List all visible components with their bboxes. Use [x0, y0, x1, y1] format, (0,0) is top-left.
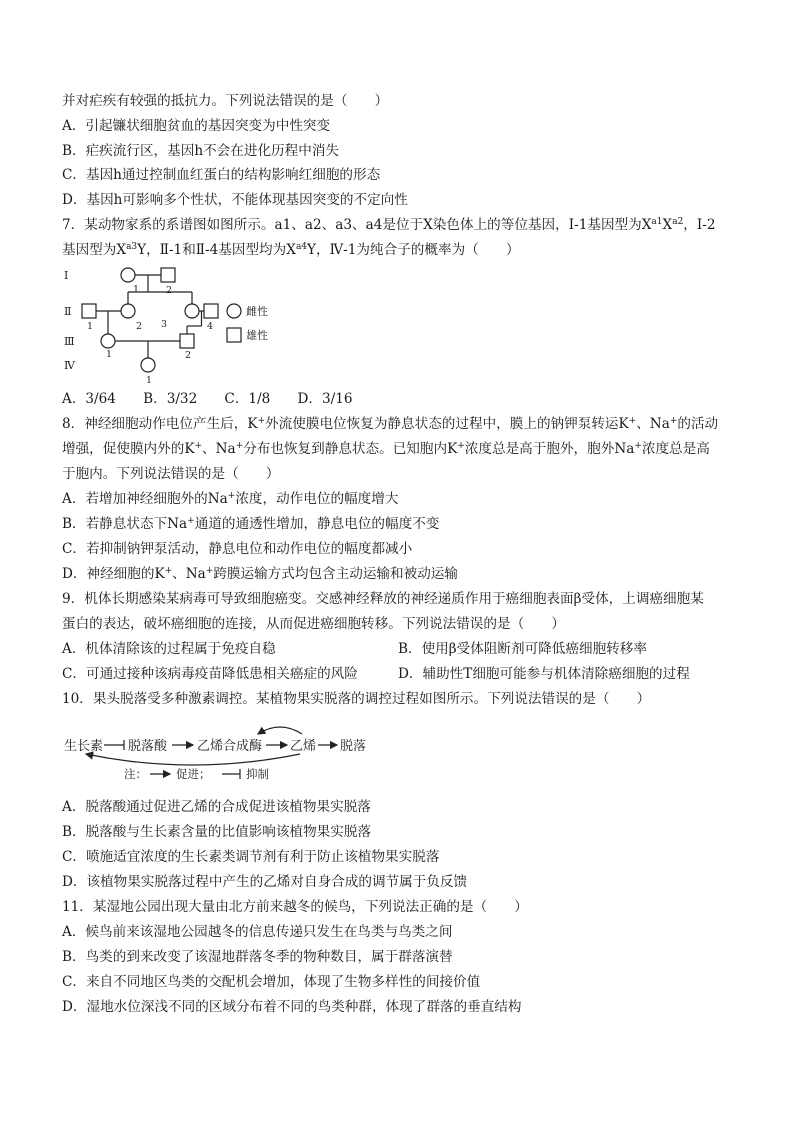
- num-ii3: 3: [161, 319, 168, 330]
- pedigree-diagram: [62, 264, 292, 386]
- num-ii2: 2: [136, 321, 143, 332]
- q8-option-a: A．若增加神经细胞外的Na+浓度，动作电位的幅度增大: [62, 491, 399, 507]
- pedigree-ii1-male: [82, 304, 96, 318]
- pedigree-ii3-female: [185, 304, 199, 318]
- q6-option-a: A．引起镰状细胞贫血的基因突变为中性突变: [62, 118, 331, 134]
- legend-male-icon: [227, 328, 241, 342]
- pedigree-iii1-female: [101, 334, 115, 348]
- num-i2: 2: [166, 285, 173, 296]
- q6-option-d: D．基因h可影响多个性状，不能体现基因突变的不定向性: [62, 192, 408, 208]
- q9-option-d: D．辅助性T细胞可能参与机体清除癌细胞的过程: [398, 666, 690, 682]
- q11-option-a: A．候鸟前来该湿地公园越冬的信息传递只发生在鸟类与鸟类之间: [62, 924, 453, 940]
- gen-label-ii: Ⅱ: [64, 305, 72, 318]
- q11-option-d: D．湿地水位深浅不同的区域分布着不同的鸟类种群，体现了群落的垂直结构: [62, 999, 522, 1015]
- gen-label-iv: Ⅳ: [64, 359, 75, 372]
- pedigree-ii2-female: [121, 304, 135, 318]
- flow-legend-note: 注：: [124, 767, 147, 781]
- hormone-flow-diagram: [62, 716, 382, 786]
- num-iv1: 1: [146, 375, 153, 386]
- q9-option-c: C．可通过接种该病毒疫苗降低患相关癌症的风险: [62, 666, 358, 682]
- q8-option-d: D．神经细胞的K+、Na+跨膜运输方式均包含主动运输和被动运输: [62, 566, 458, 582]
- q7-stem-line2: 基因型为$X^{a3}Y$，Ⅱ-1和Ⅱ-4基因型均为$X^{a4}Y$，Ⅳ-1为纯合子的概率为（ ）: [62, 242, 520, 258]
- flow-node-aba: 脱落酸: [128, 739, 168, 754]
- q10-option-c: C．喷施适宜浓度的生长素类调节剂有利于防止该植物果实脱落: [62, 849, 440, 865]
- q9-stem-line2: 蛋白的表达，破坏癌细胞的连接，从而促进癌细胞转移。下列说法错误的是（ ）: [62, 616, 565, 632]
- q7-stem-line1: 7．某动物家系的系谱图如图所示。a1、a2、a3、a4是位于X染色体上的等位基因，Ⅰ-1基因型为$X^{a1}X^{a2}$，Ⅰ-2: [62, 217, 716, 233]
- pedigree-iv1-female: [141, 358, 155, 372]
- num-iii1: 1: [106, 349, 113, 360]
- flow-legend-promote: 促进；: [176, 767, 211, 781]
- legend-female-label: 雌性: [246, 305, 268, 318]
- q9-option-a: A．机体清除该的过程属于免疫自稳: [62, 641, 276, 657]
- q10-option-b: B．脱落酸与生长素含量的比值影响该植物果实脱落: [62, 824, 372, 840]
- pedigree-i2-male: [161, 268, 175, 282]
- q9-option-b: B．使用β受体阻断剂可降低癌细胞转移率: [398, 641, 647, 657]
- q6-stem-tail: 并对疟疾有较强的抵抗力。下列说法错误的是（ ）: [62, 93, 389, 109]
- flow-node-ethylene-synthase: 乙烯合成酶: [197, 739, 263, 754]
- pedigree-i1-female: [121, 268, 135, 282]
- flow-legend-inhibit: 抑制: [246, 767, 269, 781]
- pedigree-ii4-male: [204, 304, 218, 318]
- gen-label-iii: Ⅲ: [64, 335, 75, 348]
- flow-node-auxin: 生长素: [64, 739, 104, 754]
- legend-female-icon: [227, 304, 241, 318]
- q8-stem-line3: 于胞内。下列说法错误的是（ ）: [62, 466, 280, 482]
- pedigree-iii2-male: [180, 334, 194, 348]
- q11-option-c: C．来自不同地区鸟类的交配机会增加，体现了生物多样性的间接价值: [62, 974, 481, 990]
- q11-option-b: B．鸟类的到来改变了该湿地群落冬季的物种数目，属于群落演替: [62, 949, 453, 965]
- legend-male-label: 雄性: [246, 329, 268, 342]
- q10-option-d: D．该植物果实脱落过程中产生的乙烯对自身合成的调节属于负反馈: [62, 874, 468, 890]
- flow-node-ethylene: 乙烯: [290, 739, 317, 754]
- q7-options: A．3/64 B．3/32 C．1/8 D．3/16: [62, 391, 353, 407]
- q8-option-c: C．若抑制钠钾泵活动，静息电位和动作电位的幅度都减小: [62, 541, 413, 557]
- q10-stem: 10．果头脱落受多种激素调控。某植物果实脱落的调控过程如图所示。下列说法错误的是（ ）: [62, 691, 651, 707]
- flow-node-abscission: 脱落: [340, 739, 367, 754]
- q8-stem-line1: 8．神经细胞动作电位产生后，K+外流使膜电位恢复为静息状态的过程中，膜上的钠钾泵转运K+、Na+的活动: [62, 416, 719, 432]
- num-i1: 1: [133, 284, 140, 295]
- q8-option-b: B．若静息状态下Na+通道的通透性增加，静息电位的幅度不变: [62, 516, 440, 532]
- q6-option-b: B．疟疾流行区，基因h不会在进化历程中消失: [62, 143, 340, 159]
- q9-stem-line1: 9．机体长期感染某病毒可导致细胞癌变。交感神经释放的神经递质作用于癌细胞表面β受体，上调癌细胞某: [62, 591, 704, 607]
- q6-option-c: C．基因h通过控制血红蛋白的结构影响红细胞的形态: [62, 167, 381, 183]
- q10-option-a: A．脱落酸通过促进乙烯的合成促进该植物果实脱落: [62, 799, 371, 815]
- num-ii1: 1: [87, 321, 94, 332]
- q8-stem-line2: 增强，促使膜内外的K+、Na+分布也恢复到静息状态。已知胞内K+浓度总是高于胞外，胞外Na+浓度总是高: [62, 441, 710, 457]
- q11-stem: 11．某湿地公园出现大量由北方前来越冬的候鸟，下列说法正确的是（ ）: [62, 899, 528, 915]
- num-iii2: 2: [185, 350, 192, 361]
- gen-label-i: Ⅰ: [64, 269, 69, 282]
- num-ii4: 4: [207, 321, 214, 332]
